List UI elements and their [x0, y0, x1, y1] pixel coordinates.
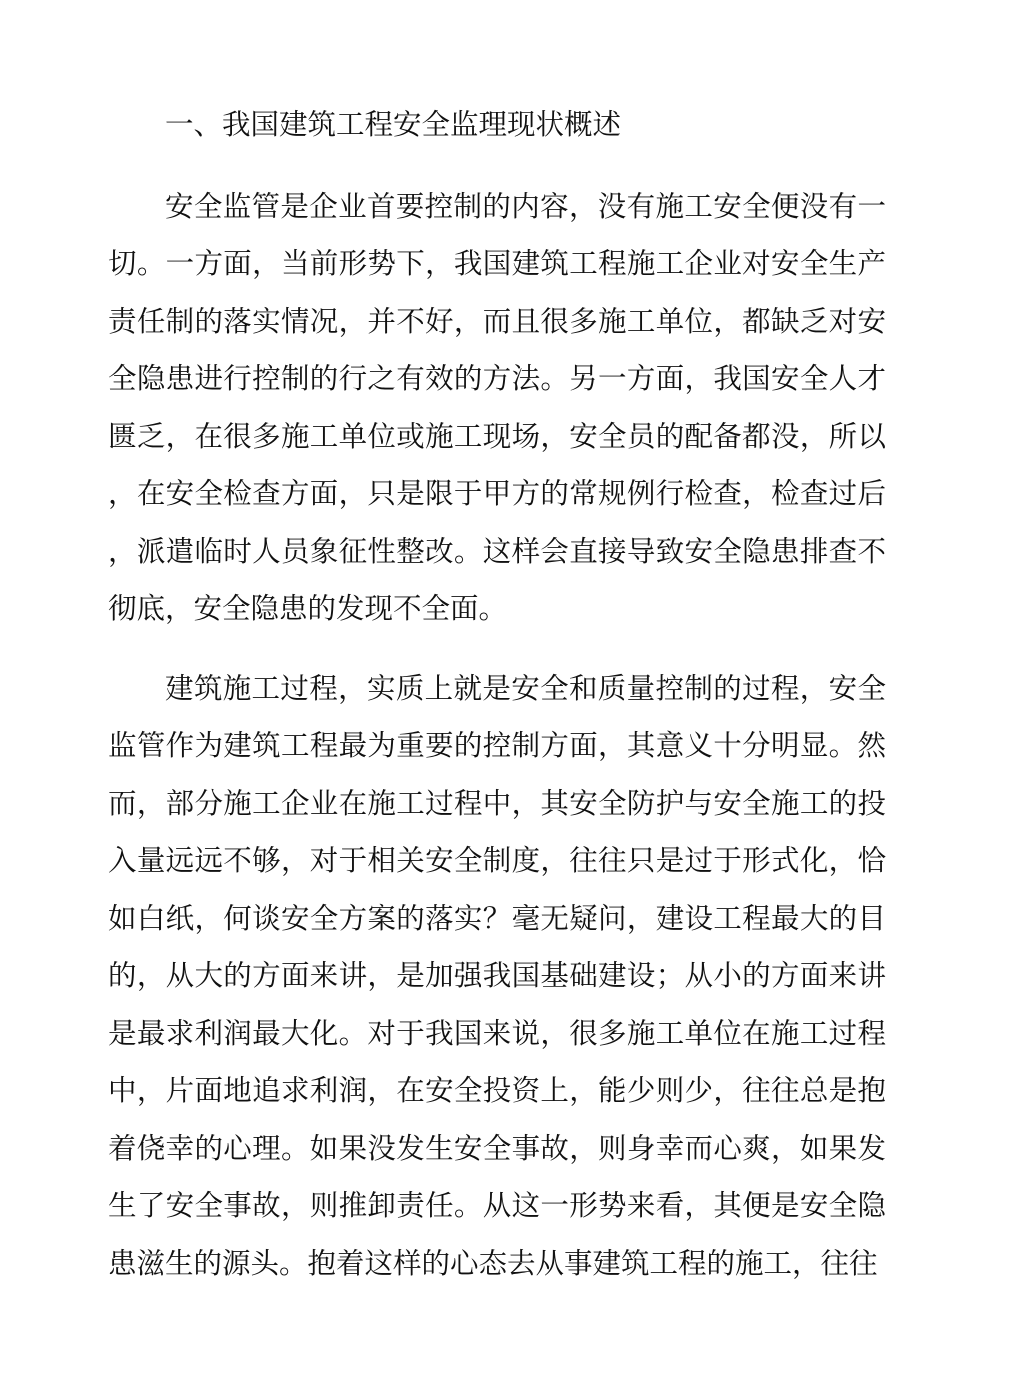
body-paragraph: 安全监管是企业首要控制的内容，没有施工安全便没有一切。一方面，当前形势下，我国建筑工程施工企业对安全生产责任制的落实情况，并不好，而且很多施工单位，都缺乏对安全隐患进行控制的行之有效的方法。另一方面，我国安全人才匮乏，在很多施工单位或施工现场，安全员的配备都没，所以，在安全检查方面，只是限于甲方的常规例行检查，检查过后，派遣临时人员象征性整改。这样会直接导致安全隐患排查不彻底，安全隐患的发现不全面。 — [108, 189, 886, 625]
section-heading: 一、我国建筑工程安全监理现状概述 — [165, 108, 622, 141]
document-page — [108, 96, 886, 1314]
body-paragraph: 建筑施工过程，实质上就是安全和质量控制的过程，安全监管作为建筑工程最为重要的控制方面，其意义十分明显。然而，部分施工企业在施工过程中，其安全防护与安全施工的投入量远远不够，对于相关安全制度，往往只是过于形式化，恰如白纸，何谈安全方案的落实？毫无疑问，建设工程最大的目的，从大的方面来讲，是加强我国基础建设；从小的方面来讲是最求利润最大化。对于我国来说，很多施工单位在施工过程中，片面地追求利润，在安全投资上，能少则少，往往总是抱着侥幸的心理。如果没发生安全事故，则身幸而心爽，如果发生了安全事故，则推卸责任。从这一形势来看，其便是安全隐患滋生的源头。抱着这样的心态去从事建筑工程的施工，往往 — [108, 671, 886, 1280]
